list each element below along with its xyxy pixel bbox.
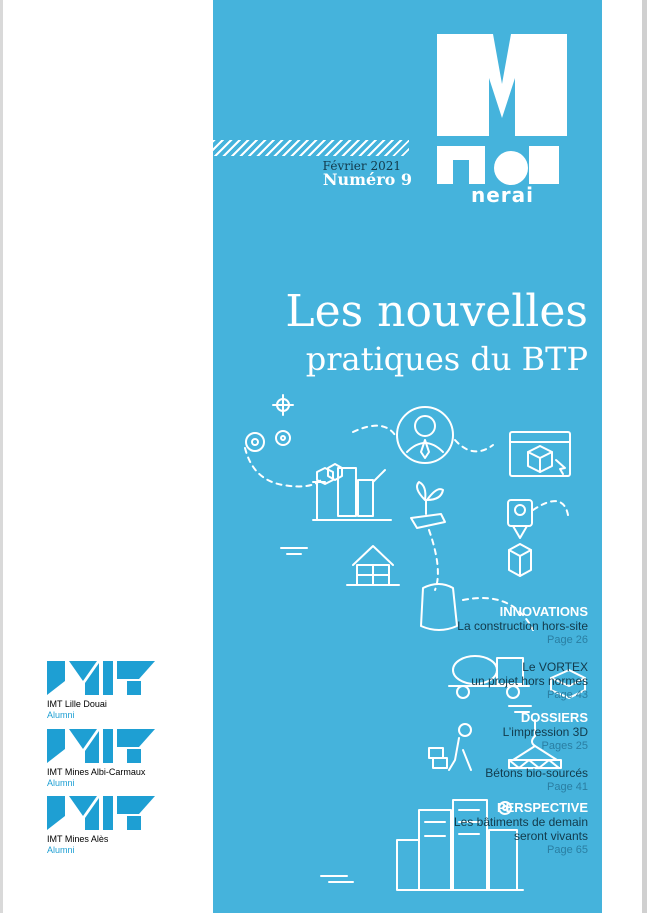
toc-title: un projet hors normes: [471, 674, 588, 688]
page-right-border: [642, 0, 647, 913]
browser-cube-icon: [510, 432, 570, 476]
imt-logo-icon: [47, 796, 157, 830]
toc-entry[interactable]: [503, 710, 588, 753]
target-icon: [273, 395, 293, 415]
toc-page: Pages 25: [541, 740, 588, 752]
cement-bag-icon: [421, 584, 457, 630]
worker-icon: [429, 724, 471, 770]
page-left-border: [0, 0, 3, 913]
cover-panel: [213, 0, 602, 913]
imt-logo-icon: [47, 729, 157, 763]
toc-title: Les bâtiments de demain: [453, 815, 588, 829]
school-block: [47, 729, 187, 789]
toc-entry[interactable]: [454, 800, 588, 857]
toc-section: INNOVATIONS: [499, 604, 588, 619]
gears-icon: [246, 431, 290, 451]
imt-logo-icon: [47, 661, 157, 695]
magazine-logo-icon: [435, 28, 569, 203]
3d-printer-icon: [508, 500, 532, 576]
cover-subtitle: pratiques du BTP: [305, 340, 588, 378]
hatched-band: [213, 140, 409, 156]
plant-in-hand-icon: [411, 482, 445, 528]
toc-title: Bétons bio-sourcés: [485, 766, 588, 780]
toc-entry[interactable]: [457, 604, 588, 647]
school-name: IMT Lille Douai: [47, 699, 107, 709]
school-name: IMT Mines Albi-Carmaux: [47, 767, 146, 777]
toc-title: La construction hors-site: [457, 619, 588, 633]
toc-section: PERSPECTIVE: [496, 800, 588, 815]
toc-page: Page 43: [547, 689, 588, 701]
school-block: [47, 796, 187, 856]
toc-title: seront vivants: [513, 829, 588, 843]
toc-entry[interactable]: [485, 766, 588, 794]
factory-icon: [313, 464, 391, 520]
school-name: IMT Mines Alès: [47, 834, 109, 844]
school-block: [47, 661, 187, 721]
toc-entry[interactable]: [471, 660, 588, 702]
school-alumni-label: Alumni: [47, 778, 75, 788]
engineer-icon: [397, 407, 453, 463]
toc-page: Page 26: [547, 634, 588, 646]
house-frame-icon: [347, 546, 399, 585]
logo-wordmark: nerai: [471, 183, 535, 207]
cover-title: Les nouvelles: [285, 286, 588, 337]
toc-title: Le VORTEX: [522, 660, 588, 674]
toc-page: Page 65: [547, 844, 588, 856]
toc-page: Page 41: [547, 781, 588, 793]
issue-date: Février 2021: [322, 159, 401, 173]
issue-number: Numéro 9: [322, 170, 412, 189]
school-alumni-label: Alumni: [47, 710, 75, 720]
school-alumni-label: Alumni: [47, 845, 75, 855]
toc-title: L’impression 3D: [502, 725, 588, 739]
toc-section: DOSSIERS: [520, 710, 588, 725]
